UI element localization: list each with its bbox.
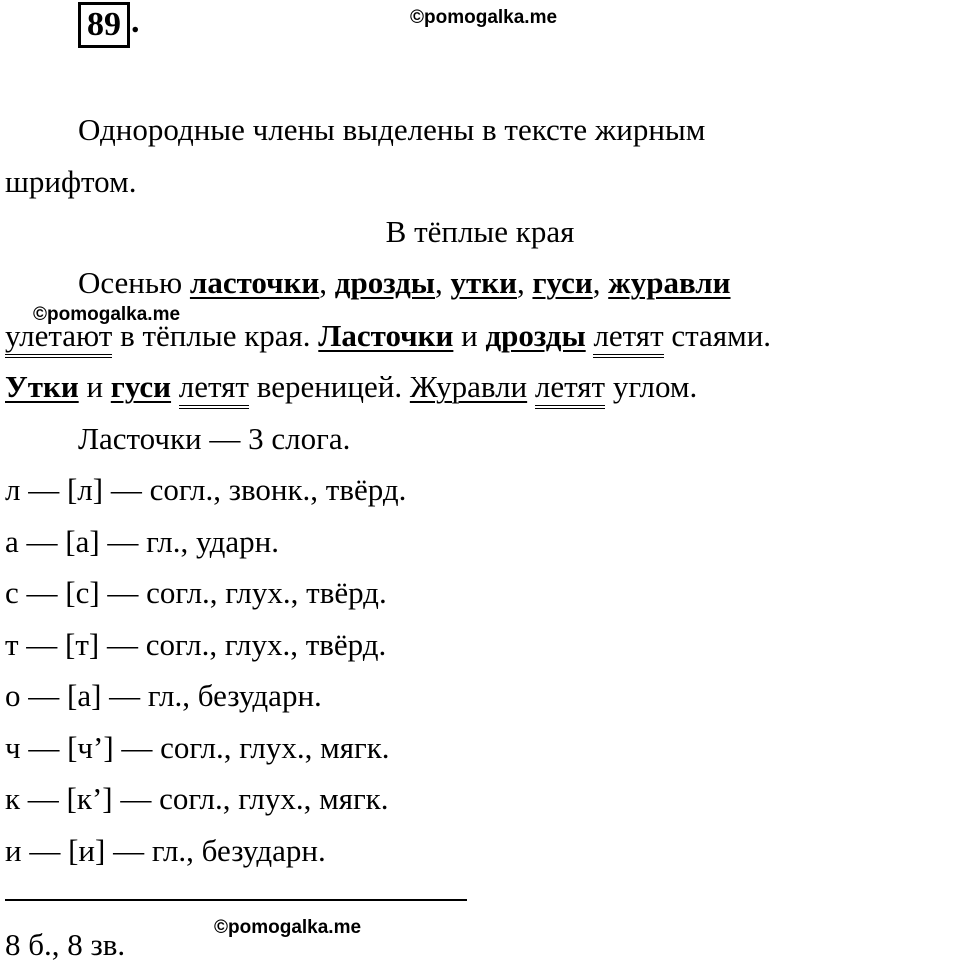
analysis-row: и — [и] — гл., безударн. [5,833,326,868]
subject-word: Утки [5,369,79,404]
subject-word: Журавли [409,369,528,404]
predicate-word: летят [535,369,605,409]
divider-rule [5,899,467,901]
story-title: В тёплые края [385,214,575,249]
analysis-row: л — [л] — согл., звонк., твёрд. [5,472,407,507]
analysis-summary: 8 б., 8 зв. [5,927,126,962]
story-text: и [78,369,111,404]
predicate-word: летят [179,369,249,409]
exercise-number: 89 [78,2,130,48]
story-line-3 [5,369,960,405]
analysis-header: Ласточки — 3 слога. [78,421,351,456]
story-line-2 [5,318,960,354]
subject-word: гуси [532,265,593,300]
story-text: и [453,318,486,353]
subject-word: гуси [110,369,172,404]
subject-word: ласточки [189,265,320,300]
story-line-1 [78,265,960,301]
predicate-word: летят [593,318,663,358]
story-text: углом. [605,369,698,404]
story-text [171,369,179,404]
analysis-row: ч — [ч’] — согл., глух., мягк. [5,730,390,765]
analysis-row: т — [т] — согл., глух., твёрд. [5,627,387,662]
punctuation: , [319,265,335,300]
story-text: в тёплые края. [112,318,319,353]
subject-word: Ласточки [318,318,454,353]
intro-line-2: шрифтом. [5,164,137,199]
analysis-row: о — [а] — гл., безударн. [5,678,322,713]
predicate-word: улетают [5,318,112,358]
story-text: стаями. [663,318,772,353]
subject-word: утки [450,265,517,300]
analysis-row: к — [к’] — согл., глух., мягк. [5,781,389,816]
watermark-bottom: ©pomogalka.me [214,917,362,938]
watermark-top: ©pomogalka.me [410,7,558,28]
analysis-row: а — [а] — гл., ударн. [5,524,279,559]
subject-word: журавли [608,265,731,300]
subject-word: дрозды [334,265,436,300]
watermark-middle: ©pomogalka.me [33,304,181,325]
exercise-number-dot: . [131,3,140,40]
story-text [527,369,535,404]
subject-word: дрозды [485,318,586,353]
analysis-row: с — [с] — согл., глух., твёрд. [5,575,387,610]
intro-line-1: Однородные члены выделены в тексте жирным [78,112,706,147]
punctuation: , [435,265,451,300]
story-text: вереницей. [248,369,410,404]
punctuation: , [516,265,533,300]
story-text: Осенью [78,265,190,300]
punctuation: , [592,265,609,300]
